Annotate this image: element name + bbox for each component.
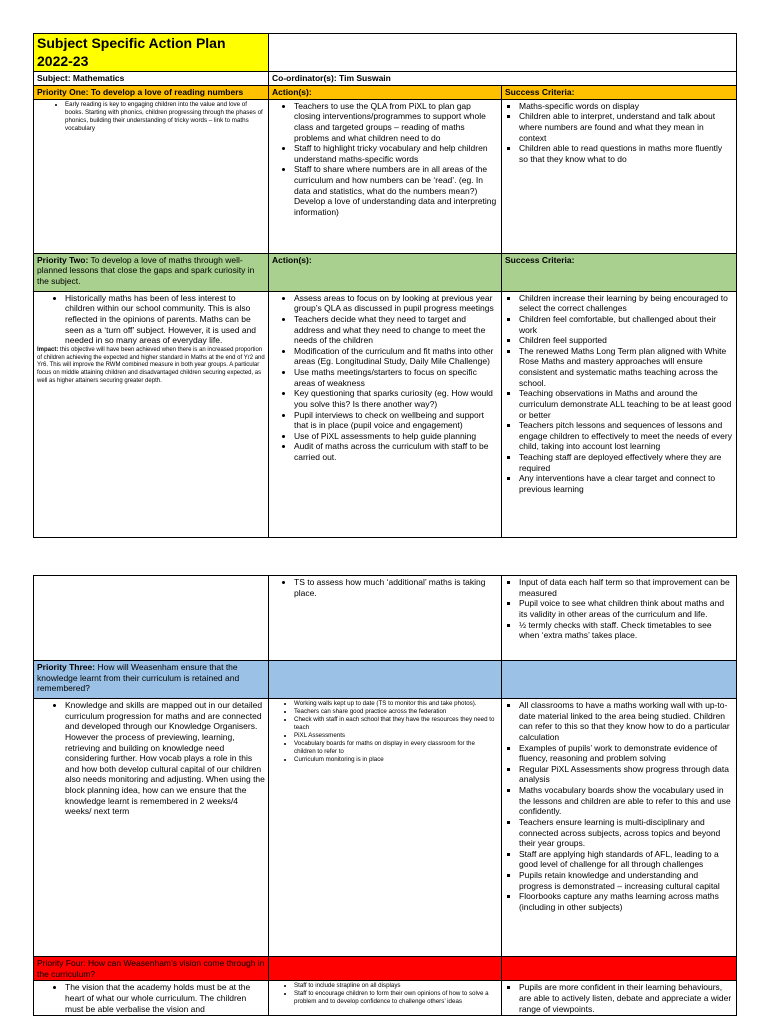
list-item: ▪ Staff are applying high standards of AFL, leading to a good level of challenge for all through challenges [519,849,733,870]
list-item: • Staff to highlight tricky vocabulary and help children understand maths-specific words [294,143,498,164]
list-item: ▪ All classrooms to have a maths working wall with up-to-date material linked to the area being studied. Children can refer to this so that they know how to do a particular calculation [519,700,733,743]
list-item: ▪ Teaching staff are deployed effectively where they are required [519,452,733,473]
list-item: ▪ Examples of pupils’ work to demonstrate evidence of fluency, reasoning and problem solving [519,743,733,764]
list-item: ▪ Floorbooks capture any maths learning across maths (including in other subjects) [519,891,733,912]
list-item: • Assess areas to focus on by looking at previous year group’s QLA as discussed in pupil progress meetings [294,293,498,314]
list-item: • Teachers can share good practice across the federation [294,708,498,716]
list-item: • Vocabulary boards for maths on display in every classroom for the children to refer to [294,740,498,756]
priority-three-intent: • Knowledge and skills are mapped out in our detailed curriculum progression for maths and are connected and developed through our Knowledge Organisers. However the process of previewing, learning, retrieving and building on knowledge need considering further. How vocab plays a role in this and how both develop cultural capital of our children also needs monitoring and adjusting. When using the block planning idea, how can we ensure that the knowledge learnt is remembered in 2 weeks/4 weeks/ next term [65,700,265,817]
list-item: ▪ Any interventions have a clear target and connect to previous learning [519,473,733,494]
list-item: • Staff to encourage children to form their own opinions of how to solve a problem and to develop confidence to challenge others’ ideas [294,990,498,1006]
action-plan-table [33,33,737,538]
list-item: • Curriculum monitoring is in place [294,756,498,764]
list-item: ▪ Regular PiXL Assessments show progress through data analysis [519,764,733,785]
list-item: ▪ Teachers ensure learning is multi-disciplinary and connected across subjects, across topics and beyond their year groups. [519,817,733,849]
list-item: • Audit of maths across the curriculum with staff to be carried out. [294,441,498,462]
list-item: ▪ Pupils retain knowledge and understanding and progress is demonstrated – increasing cultural capital [519,870,733,891]
action-plan-table-continued [33,575,737,1016]
list-item: ▪ Input of data each half term so that improvement can be measured [519,577,733,598]
priority-one-success-header: Success Criteria: [502,86,737,100]
list-item: • Staff to include strapline on all displays [294,982,498,990]
list-item: ▪ ½ termly checks with staff. Check timetables to see when ‘extra maths’ takes place. [519,620,733,641]
list-item: • Check with staff in each school that they have the resources they need to teach [294,716,498,732]
priority-four-intent: • The vision that the academy holds must be at the heart of what our whole curriculum. The children must be able verbalise the vision and [65,982,265,1014]
list-item: • TS to assess how much ‘additional’ maths is taking place. [294,577,498,598]
list-item: • Modification of the curriculum and fit maths into other areas (Eg. Longitudinal Study, Daily Mile Challenge) [294,346,498,367]
list-item: • Teachers decide what they need to target and address and what they need to change to meet the needs of the children [294,314,498,346]
list-item: ▪ Pupils are more confident in their learning behaviours, are able to actively listen, debate and appreciate a wider range of viewpoints. [519,982,733,1014]
list-item: ▪ Teachers pitch lessons and sequences of lessons and engage children to effectively to meet the needs of every child, taking into account lost learning [519,420,733,452]
list-item: • Working walls kept up to date (TS to monitor this and take photos). [294,700,498,708]
priority-three-heading: Priority Three: How will Weasenham ensure that the knowledge learnt from their curriculum is retained and remembered? [34,661,269,699]
list-item: ▪ Maths-specific words on display [519,101,733,112]
priority-one-heading: Priority One: To develop a love of reading numbers [34,86,269,100]
priority-two-impact: Impact: this objective will have been achieved when there is an increased proportion of children achieving the expected and higher standard in Maths at the end of Yr2 and Yr6. This will improve the RWM combined measure in both year groups. A particular focus on middle attaining children and disadvantaged children securing expected, as well as higher attainers securing greater depth. [37,346,265,384]
subject-label: Subject: Mathematics [34,72,269,86]
priority-one-intent: • Early reading is key to engaging children into the value and love of books. Starting with phonics, children progressing through the phases of phonics, building their understanding of tricky words – link to maths vocabulary [65,101,265,133]
document-page-1 [33,33,736,538]
list-item: • Use of PiXL assessments to help guide planning [294,431,498,442]
document-page-2 [33,575,736,1016]
list-item: • Use maths meetings/starters to focus on specific areas of weakness [294,367,498,388]
list-item: ▪ Teaching observations in Maths and around the curriculum demonstrate ALL teaching to be at least good or better [519,388,733,420]
list-item: ▪ Children feel comfortable, but challenged about their work [519,314,733,335]
priority-two-actions-header: Action(s): [269,253,502,291]
list-item: • PiXL Assessments [294,732,498,740]
list-item: ▪ Children able to interpret, understand and talk about where numbers are found and what they mean in context [519,111,733,143]
coordinator-label: Co-ordinator(s): Tim Suswain [269,72,737,86]
list-item: ▪ Pupil voice to see what children think about maths and its validity in other areas of the curriculum and life. [519,598,733,619]
priority-two-success-header: Success Criteria: [502,253,737,291]
plan-title: Subject Specific Action Plan 2022-23 [34,34,269,72]
priority-four-heading: Priority Four: How can Weasenham’s vision come through in the curriculum? [34,957,269,981]
list-item: ▪ Children increase their learning by being encouraged to select the correct challenges [519,293,733,314]
list-item: • Staff to share where numbers are in all areas of the curriculum and how numbers can be ‘read’. (eg. In data and statistics, what do the numbers mean?) Develop a love of understanding data and interpreting information) [294,164,498,217]
list-item: • Pupil interviews to check on wellbeing and support that is in place (pupil voice and engagement) [294,410,498,431]
list-item: • Key questioning that sparks curiosity (eg. How would you solve this? Is there another way?) [294,388,498,409]
priority-two-heading: Priority Two: To develop a love of maths through well-planned lessons that close the gaps and spark curiosity in the subject. [34,253,269,291]
list-item: • Teachers to use the QLA from PiXL to plan gap closing interventions/programmes to support whole class and targeted groups – reading of maths problems and what children need to do [294,101,498,144]
priority-one-actions-header: Action(s): [269,86,502,100]
list-item: ▪ The renewed Maths Long Term plan aligned with White Rose Maths and mastery approaches will ensure consistent and systematic maths teaching across the school. [519,346,733,389]
priority-two-intent: • Historically maths has been of less interest to children within our school community. This is also reflected in the opinions of parents. Maths can be seen as a ‘turn off’ subject. However, it is used and needed in so many areas of everyday life. [65,293,265,346]
list-item: ▪ Children able to read questions in maths more fluently so that they know what to do [519,143,733,164]
list-item: ▪ Maths vocabulary boards show the vocabulary used in the lessons and children are able to refer to this and use confidently. [519,785,733,817]
list-item: ▪ Children feel supported [519,335,733,346]
